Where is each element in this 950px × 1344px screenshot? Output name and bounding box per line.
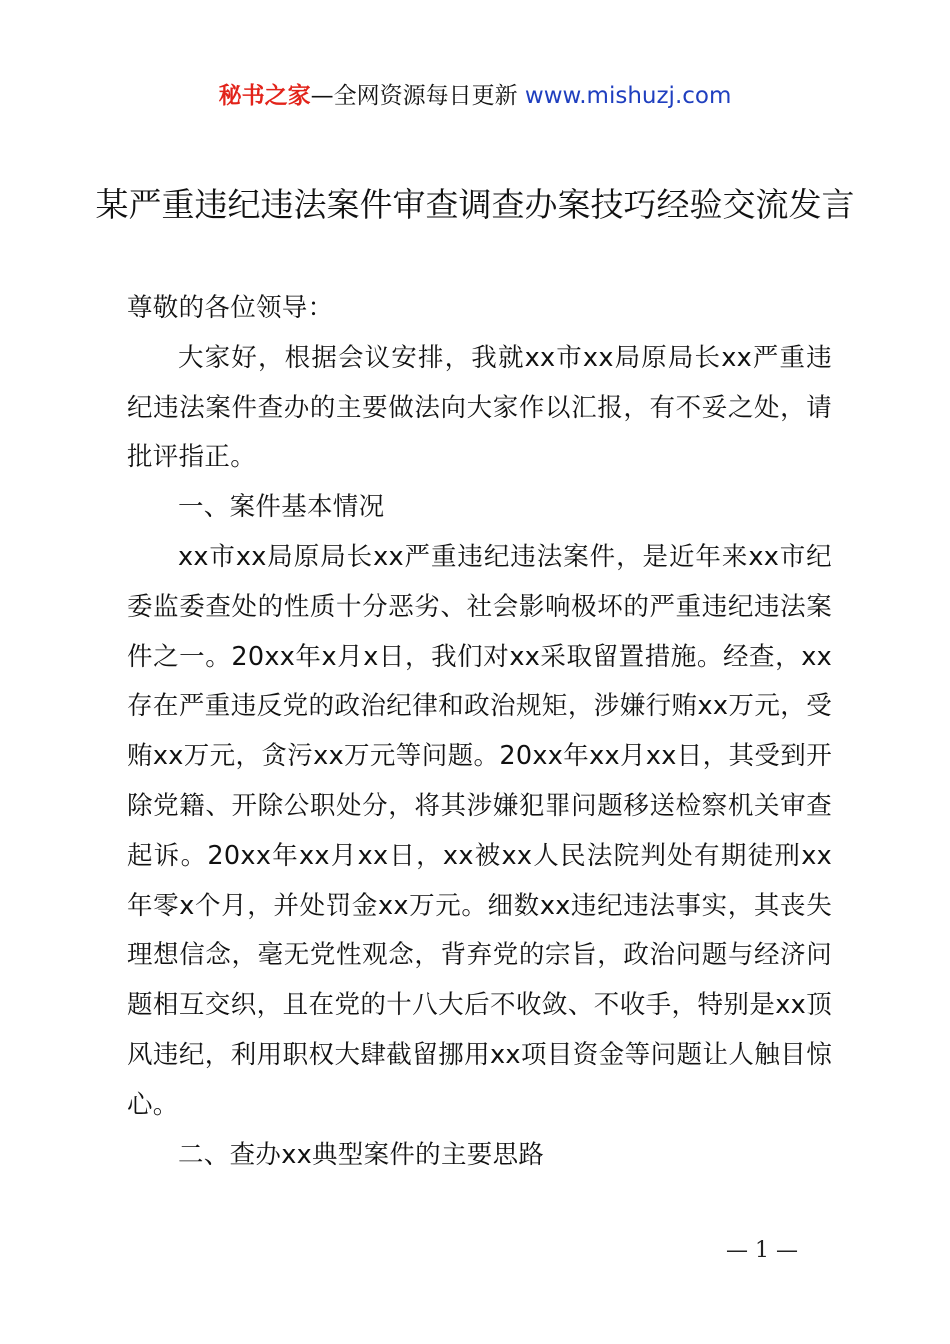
document-title: 某严重违纪违法案件审查调查办案技巧经验交流发言 (95, 185, 855, 224)
salutation: 尊敬的各位领导： (127, 293, 334, 323)
section-heading-2: 二、查办xx典型案件的主要思路 (178, 1139, 545, 1170)
section-heading-1: 一、案件基本情况 (178, 492, 385, 523)
header-tagline: —全网资源每日更新 (310, 83, 525, 109)
paragraph-case-overview: xx市xx局原局长xx严重违纪违法案件，是近年来xx市纪委监委查处的性质十分恶劣、社会影响极坏的严重违纪违法案件之一。20xx年x月x日，我们对xx采取留置措施。经查，xx存在严重违反党的政治纪律和政治规矩，涉嫌行贿xx万元，受贿xx万元，贪污xx万元等问题。20xx年xx月xx日，其受到开除党籍、开除公职处分，将其涉嫌犯罪问题移送检察机关审查起诉。20xx年xx月xx日，xx被xx人民法院判处有期徒刑xx年零x个月，并处罚金xx万元。细数xx违纪违法事实，其丧失理想信念，毫无党性观念，背弃党的宗旨，政治问题与经济问题相互交织，且在党的十八大后不收敛、不收手，特别是xx顶风违纪，利用职权大肆截留挪用xx项目资金等问题让人触目惊心。 (127, 541, 832, 1120)
site-url-link[interactable]: www.mishuzj.com (524, 83, 732, 109)
brand-name: 秘书之家 (218, 83, 311, 109)
paragraph-intro: 大家好，根据会议安排，我就xx市xx局原局长xx严重违纪违法案件查办的主要做法向大家作以汇报，有不妥之处，请批评指正。 (127, 342, 832, 473)
site-header (0, 80, 950, 112)
document-body (127, 284, 832, 1180)
page-number: — 1 — (726, 1238, 798, 1263)
